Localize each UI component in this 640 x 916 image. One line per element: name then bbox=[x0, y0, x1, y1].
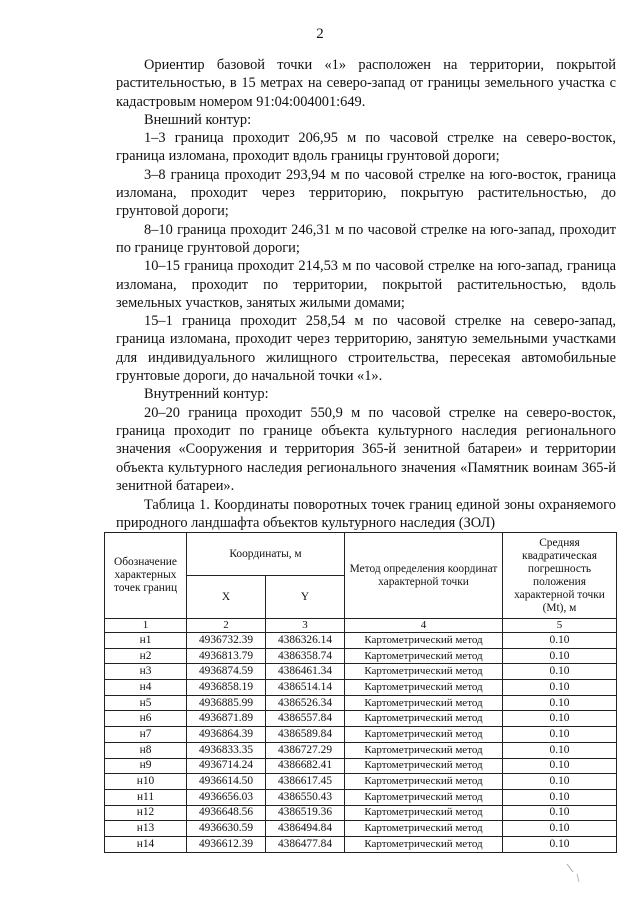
column-number: 4 bbox=[345, 619, 503, 633]
cell-mt: 0.10 bbox=[503, 648, 617, 664]
header-x: X bbox=[187, 576, 266, 619]
table-row bbox=[105, 648, 617, 664]
cell-x: 4936614.50 bbox=[187, 774, 266, 790]
cell-mt: 0.10 bbox=[503, 680, 617, 696]
header-method: Метод определения координат характерной точки bbox=[345, 533, 503, 619]
table-caption: Таблица 1. Координаты поворотных точек границ единой зоны охраняемого природного ландшафта объектов культурного наследия (ЗОЛ) bbox=[116, 497, 616, 531]
cell-x: 4936732.39 bbox=[187, 633, 266, 649]
cell-y: 4386461.34 bbox=[266, 664, 345, 680]
table-row bbox=[105, 758, 617, 774]
cell-point: н3 bbox=[105, 664, 187, 680]
cell-y: 4386550.43 bbox=[266, 789, 345, 805]
cell-x: 4936714.24 bbox=[187, 758, 266, 774]
table-row bbox=[105, 789, 617, 805]
paragraph-boundary-8-10: 8–10 граница проходит 246,31 м по часовой стрелке на юго-запад, проходит по границе грунтовой дороги; bbox=[116, 221, 616, 256]
cell-method: Картометрический метод bbox=[345, 727, 503, 743]
cell-y: 4386617.45 bbox=[266, 774, 345, 790]
column-number: 1 bbox=[105, 619, 187, 633]
cell-method: Картометрический метод bbox=[345, 711, 503, 727]
cell-y: 4386526.34 bbox=[266, 695, 345, 711]
table-row bbox=[105, 664, 617, 680]
cell-method: Картометрический метод bbox=[345, 821, 503, 837]
cell-x: 4936813.79 bbox=[187, 648, 266, 664]
table-row bbox=[105, 774, 617, 790]
cell-point: н7 bbox=[105, 727, 187, 743]
cell-mt: 0.10 bbox=[503, 774, 617, 790]
header-point-designation: Обозначение характерных точек границ bbox=[105, 533, 187, 619]
cell-point: н2 bbox=[105, 648, 187, 664]
cell-point: н12 bbox=[105, 805, 187, 821]
header-coordinates: Координаты, м bbox=[187, 533, 345, 576]
cell-point: н11 bbox=[105, 789, 187, 805]
cell-point: н10 bbox=[105, 774, 187, 790]
cell-method: Картометрический метод bbox=[345, 648, 503, 664]
cell-method: Картометрический метод bbox=[345, 774, 503, 790]
cell-method: Картометрический метод bbox=[345, 789, 503, 805]
cell-mt: 0.10 bbox=[503, 758, 617, 774]
cell-method: Картометрический метод bbox=[345, 805, 503, 821]
cell-y: 4386557.84 bbox=[266, 711, 345, 727]
cell-x: 4936630.59 bbox=[187, 821, 266, 837]
cell-x: 4936858.19 bbox=[187, 680, 266, 696]
cell-mt: 0.10 bbox=[503, 727, 617, 743]
cell-point: н13 bbox=[105, 821, 187, 837]
cell-y: 4386589.84 bbox=[266, 727, 345, 743]
table-row bbox=[105, 805, 617, 821]
table-row bbox=[105, 680, 617, 696]
cell-y: 4386519.36 bbox=[266, 805, 345, 821]
cell-point: н5 bbox=[105, 695, 187, 711]
cell-y: 4386494.84 bbox=[266, 821, 345, 837]
paragraph-boundary-20-20: 20–20 граница проходит 550,9 м по часовой стрелке на северо-восток, граница проходит по границе объекта культурного наследия регионального значения «Сооружения и территория 365-й зенитной батареи» и территории объекта культурного наследия регионального значения «Памятник воинам 365-й зенитной батареи». bbox=[116, 404, 616, 494]
cell-method: Картометрический метод bbox=[345, 633, 503, 649]
header-y: Y bbox=[266, 576, 345, 619]
table-row bbox=[105, 821, 617, 837]
cell-x: 4936874.59 bbox=[187, 664, 266, 680]
cell-x: 4936612.39 bbox=[187, 836, 266, 852]
cell-x: 4936648.56 bbox=[187, 805, 266, 821]
scan-marks bbox=[565, 862, 595, 886]
cell-mt: 0.10 bbox=[503, 789, 617, 805]
cell-method: Картометрический метод bbox=[345, 758, 503, 774]
paragraph-boundary-15-1: 15–1 граница проходит 258,54 м по часовой стрелке на северо-запад, граница изломана, проходит через территорию, занятую земельными участками для индивидуального жилищного строительства, пересекая автомобильные грунтовые дороги, до начальной точки «1». bbox=[116, 313, 616, 385]
table-row bbox=[105, 742, 617, 758]
cell-method: Картометрический метод bbox=[345, 836, 503, 852]
coordinates-table bbox=[104, 532, 617, 853]
cell-point: н9 bbox=[105, 758, 187, 774]
paragraph-base-point: Ориентир базовой точки «1» расположен на территории, покрытой растительностью, в 15 метрах на северо-запад от границы земельного участка с кадастровым номером 91:04:004001:649. bbox=[116, 57, 616, 110]
cell-x: 4936656.03 bbox=[187, 789, 266, 805]
cell-point: н1 bbox=[105, 633, 187, 649]
cell-x: 4936885.99 bbox=[187, 695, 266, 711]
cell-method: Картометрический метод bbox=[345, 695, 503, 711]
column-number: 3 bbox=[266, 619, 345, 633]
table-row bbox=[105, 727, 617, 743]
heading-inner-contour: Внутренний контур: bbox=[144, 386, 269, 403]
paragraph-boundary-10-15: 10–15 граница проходит 214,53 м по часовой стрелке на юго-запад, граница изломана, проходит по территории, покрытой растительностью, вдоль земельных участков, занятых жилыми домами; bbox=[116, 258, 616, 311]
column-number: 5 bbox=[503, 619, 617, 633]
cell-method: Картометрический метод bbox=[345, 742, 503, 758]
cell-mt: 0.10 bbox=[503, 836, 617, 852]
header-mean-error: Средняя квадратическая погрешность положения характерной точки (Mt), м bbox=[503, 533, 617, 619]
table-row bbox=[105, 633, 617, 649]
cell-x: 4936833.35 bbox=[187, 742, 266, 758]
body-text bbox=[116, 56, 616, 495]
cell-point: н4 bbox=[105, 680, 187, 696]
cell-method: Картометрический метод bbox=[345, 664, 503, 680]
cell-y: 4386358.74 bbox=[266, 648, 345, 664]
cell-y: 4386727.29 bbox=[266, 742, 345, 758]
table-row bbox=[105, 695, 617, 711]
cell-mt: 0.10 bbox=[503, 633, 617, 649]
cell-mt: 0.10 bbox=[503, 821, 617, 837]
column-number: 2 bbox=[187, 619, 266, 633]
table-row bbox=[105, 836, 617, 852]
cell-mt: 0.10 bbox=[503, 742, 617, 758]
paragraph-boundary-1-3: 1–3 граница проходит 206,95 м по часовой стрелке на северо-восток, граница изломана, проходит вдоль границы грунтовой дороги; bbox=[116, 130, 616, 165]
cell-mt: 0.10 bbox=[503, 805, 617, 821]
page-number: 2 bbox=[316, 26, 324, 42]
cell-y: 4386477.84 bbox=[266, 836, 345, 852]
cell-y: 4386682.41 bbox=[266, 758, 345, 774]
cell-x: 4936864.39 bbox=[187, 727, 266, 743]
cell-mt: 0.10 bbox=[503, 695, 617, 711]
cell-point: н14 bbox=[105, 836, 187, 852]
cell-point: н8 bbox=[105, 742, 187, 758]
cell-mt: 0.10 bbox=[503, 664, 617, 680]
cell-mt: 0.10 bbox=[503, 711, 617, 727]
table-row bbox=[105, 711, 617, 727]
cell-x: 4936871.89 bbox=[187, 711, 266, 727]
cell-method: Картометрический метод bbox=[345, 680, 503, 696]
paragraph-boundary-3-8: 3–8 граница проходит 293,94 м по часовой стрелке на юго-восток, граница изломана, проходит через территорию, покрытую растительностью, до грунтовой дороги; bbox=[116, 166, 616, 220]
heading-outer-contour: Внешний контур: bbox=[144, 111, 252, 128]
cell-y: 4386514.14 bbox=[266, 680, 345, 696]
cell-y: 4386326.14 bbox=[266, 633, 345, 649]
cell-point: н6 bbox=[105, 711, 187, 727]
